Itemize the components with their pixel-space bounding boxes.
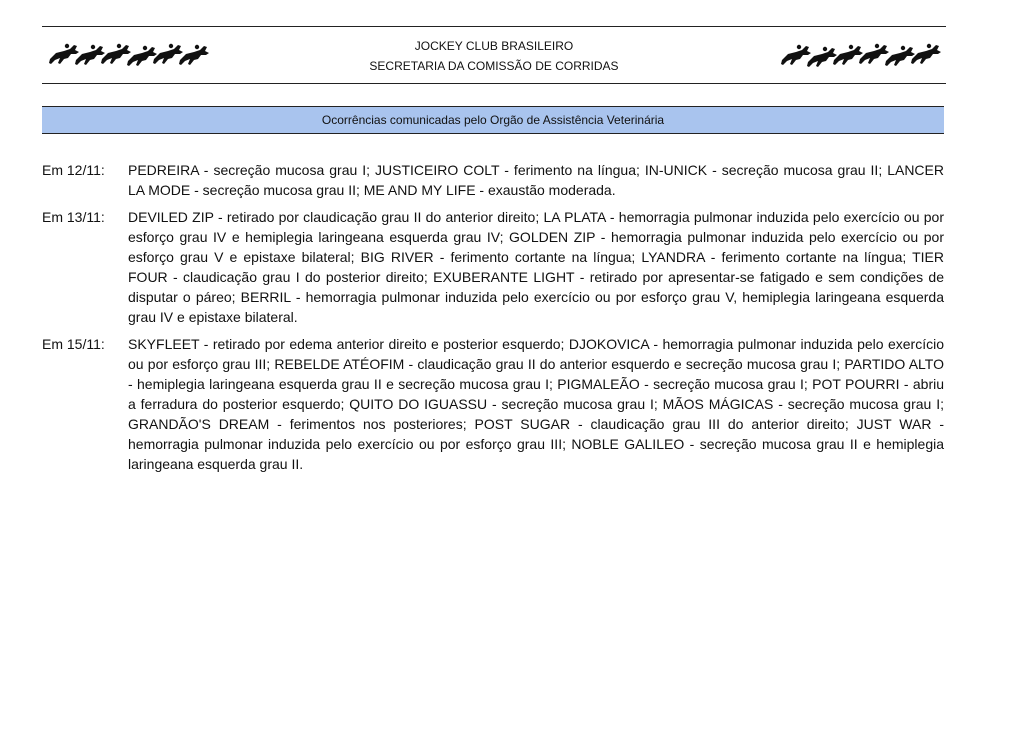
racing-horses-icon <box>776 39 944 71</box>
entry-text: SKYFLEET - retirado por edema anterior direito e posterior esquerdo; DJOKOVICA - hemorragia pulmonar induzida pelo exercício ou por esforço grau III; REBELDE ATÉOFIM - claudicação grau II do anterior esquerdo e secreção mucosa grau I; PARTIDO ALTO - hemiplegia laringeana esquerda grau II e secreção mucosa grau I; PIGMALEÃO - secreção mucosa grau I; POT POURRI - abriu a ferradura do posterior esquerdo; QUITO DO IGUASSU - secreção mucosa grau I; MÃOS MÁGICAS - secreção mucosa grau I; GRANDÃO'S DREAM - ferimentos nos posteriores; POST SUGAR - claudicação grau III do anterior direito; JUST WAR - hemorragia pulmonar induzida pelo exercício ou por esforço grau III; NOBLE GALILEO - secreção mucosa grau II e hemiplegia laringeana esquerda grau II. <box>128 336 944 472</box>
entry-date: Em 12/11: <box>42 162 105 178</box>
entry-date: Em 15/11: <box>42 336 105 352</box>
occurrence-entry <box>42 207 946 327</box>
entry-text: DEVILED ZIP - retirado por claudicação grau II do anterior direito; LA PLATA - hemorragia pulmonar induzida pelo exercício ou por esforço grau IV e hemiplegia laringeana esquerda grau IV; GOLDEN ZIP - hemorragia pulmonar induzida pelo exercício ou por esforço grau V e epistaxe bilateral; BIG RIVER - ferimento cortante na língua; LYANDRA - ferimento cortante na língua; TIER FOUR - claudicação grau I do posterior direito; EXUBERANTE LIGHT - retirado por apresentar-se fatigado e sem condições de disputar o páreo; BERRIL - hemorragia pulmonar induzida pelo exercício ou por esforço grau V, hemiplegia laringeana esquerda grau IV e epistaxe bilateral. <box>128 209 944 325</box>
occurrence-entry <box>42 334 946 474</box>
entry-text: PEDREIRA - secreção mucosa grau I; JUSTICEIRO COLT - ferimento na língua; IN-UNICK - secreção mucosa grau II; LANCER LA MODE - secreção mucosa grau II; ME AND MY LIFE - exaustão moderada. <box>128 162 944 198</box>
occurrence-entry <box>42 160 946 200</box>
organization-name: JOCKEY CLUB BRASILEIRO <box>414 39 574 53</box>
occurrence-list <box>42 160 946 481</box>
entry-date: Em 13/11: <box>42 209 105 225</box>
document-header <box>42 26 946 84</box>
section-banner: Ocorrências comunicadas pelo Orgão de Assistência Veterinária <box>42 106 944 134</box>
department-name: SECRETARIA DA COMISSÃO DE CORRIDAS <box>369 59 619 73</box>
